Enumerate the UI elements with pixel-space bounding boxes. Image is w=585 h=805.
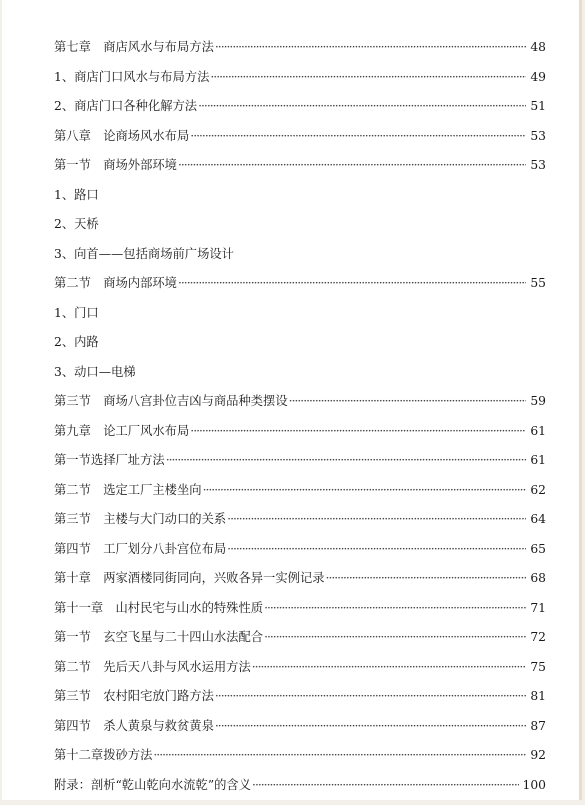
document-page xyxy=(2,0,582,800)
toc-entry-title: 第九章 论工厂风水布局 xyxy=(54,422,189,440)
toc-entry xyxy=(54,422,546,452)
dot-leader xyxy=(215,687,526,705)
dot-leader xyxy=(289,392,527,410)
toc-entry xyxy=(54,186,546,216)
toc-entry xyxy=(54,451,546,481)
dot-leader xyxy=(166,451,527,469)
toc-entry xyxy=(54,746,546,776)
dot-leader xyxy=(178,156,526,174)
toc-entry-page-number: 59 xyxy=(530,392,546,410)
toc-entry xyxy=(54,215,546,245)
toc-entry-title: 1、商店门口风水与布局方法 xyxy=(54,68,209,86)
toc-entry-title: 第七章 商店风水与布局方法 xyxy=(54,38,214,56)
toc-entry xyxy=(54,510,546,540)
toc-entry-title: 3、动口—电梯 xyxy=(54,363,136,381)
toc-entry-title: 1、路口 xyxy=(54,186,99,204)
toc-entry-page-number: 71 xyxy=(530,599,546,617)
dot-leader xyxy=(190,127,526,145)
toc-entry xyxy=(54,333,546,363)
toc-entry-title: 第四节 杀人黄泉与救贫黄泉 xyxy=(54,717,214,735)
toc-entry-title: 第十章 两家酒楼同街同向，兴败各异一实例记录 xyxy=(54,569,325,587)
toc-entry-title: 第四节 工厂划分八卦宫位布局 xyxy=(54,540,226,558)
toc-entry-title: 第十一章 山村民宅与山水的特殊性质 xyxy=(54,599,263,617)
toc-entry-title: 第一节 商场外部环境 xyxy=(54,156,177,174)
toc-entry-page-number: 62 xyxy=(530,481,546,499)
dot-leader xyxy=(203,481,527,499)
toc-entry-page-number: 53 xyxy=(530,127,546,145)
dot-leader xyxy=(227,510,526,528)
toc-entry-page-number: 55 xyxy=(530,274,546,292)
toc-entry xyxy=(54,569,546,599)
toc-entry-page-number: 49 xyxy=(530,68,546,86)
dot-leader xyxy=(264,599,526,617)
toc-entry xyxy=(54,481,546,511)
toc-entry xyxy=(54,274,546,304)
toc-entry-title: 第三节 主楼与大门动口的关系 xyxy=(54,510,226,528)
dot-leader xyxy=(190,422,526,440)
toc-entry-title: 第三节 农村阳宅放门路方法 xyxy=(54,687,214,705)
toc-entry xyxy=(54,628,546,658)
toc-entry xyxy=(54,599,546,629)
toc-entry-page-number: 48 xyxy=(530,38,546,56)
toc-entry-page-number: 61 xyxy=(530,451,546,469)
toc-entry-page-number: 92 xyxy=(530,746,546,764)
dot-leader xyxy=(264,628,526,646)
toc-entry-title: 2、商店门口各种化解方法 xyxy=(54,97,197,115)
toc-entry-page-number: 87 xyxy=(530,717,546,735)
toc-entry xyxy=(54,97,546,127)
toc-entry-page-number: 81 xyxy=(530,687,546,705)
toc-entry-title: 第十二章拨砂方法 xyxy=(54,746,152,764)
toc-entry xyxy=(54,38,546,68)
toc-entry xyxy=(54,156,546,186)
dot-leader xyxy=(210,68,526,86)
toc-entry-title: 第三节 商场八宫卦位吉凶与商品种类摆设 xyxy=(54,392,288,410)
toc-entry-title: 附录：剖析“乾山乾向水流乾”的含义 xyxy=(54,776,251,794)
dot-leader xyxy=(252,776,518,794)
toc-entry-page-number: 51 xyxy=(530,97,546,115)
dot-leader xyxy=(215,38,526,56)
toc-entry-page-number: 68 xyxy=(530,569,546,587)
toc-entry-title: 1、门口 xyxy=(54,304,99,322)
dot-leader xyxy=(227,540,526,558)
toc-entry xyxy=(54,687,546,717)
toc-entry-title: 第一节 玄空飞星与二十四山水法配合 xyxy=(54,628,263,646)
toc-entry-page-number: 75 xyxy=(530,658,546,676)
toc-entry-title: 2、天桥 xyxy=(54,215,99,233)
toc-entry-title: 第二节 商场内部环境 xyxy=(54,274,177,292)
toc-entry xyxy=(54,776,546,805)
toc-entry-page-number: 53 xyxy=(530,156,546,174)
toc-entry-title: 第一节选择厂址方法 xyxy=(54,451,165,469)
toc-entry xyxy=(54,540,546,570)
toc-entry-page-number: 100 xyxy=(523,776,546,794)
toc-entry xyxy=(54,127,546,157)
toc-entry xyxy=(54,304,546,334)
toc-entry-page-number: 65 xyxy=(530,540,546,558)
toc-entry xyxy=(54,658,546,688)
toc-entry xyxy=(54,717,546,747)
toc-entry-title: 第二节 选定工厂主楼坐向 xyxy=(54,481,202,499)
dot-leader xyxy=(153,746,526,764)
dot-leader xyxy=(215,717,526,735)
dot-leader xyxy=(198,97,526,115)
toc-entry-page-number: 61 xyxy=(530,422,546,440)
toc-entry xyxy=(54,68,546,98)
toc-entry-page-number: 72 xyxy=(530,628,546,646)
toc-entry-page-number: 64 xyxy=(530,510,546,528)
toc-entry xyxy=(54,363,546,393)
toc-entry xyxy=(54,245,546,275)
toc-entry-title: 3、向首——包括商场前广场设计 xyxy=(54,245,234,263)
toc-entry-title: 第八章 论商场风水布局 xyxy=(54,127,189,145)
toc-entry-title: 第二节 先后天八卦与风水运用方法 xyxy=(54,658,251,676)
toc-entry-title: 2、内路 xyxy=(54,333,99,351)
dot-leader xyxy=(252,658,527,676)
dot-leader xyxy=(178,274,526,292)
toc-entry xyxy=(54,392,546,422)
table-of-contents xyxy=(54,38,546,805)
dot-leader xyxy=(326,569,527,587)
